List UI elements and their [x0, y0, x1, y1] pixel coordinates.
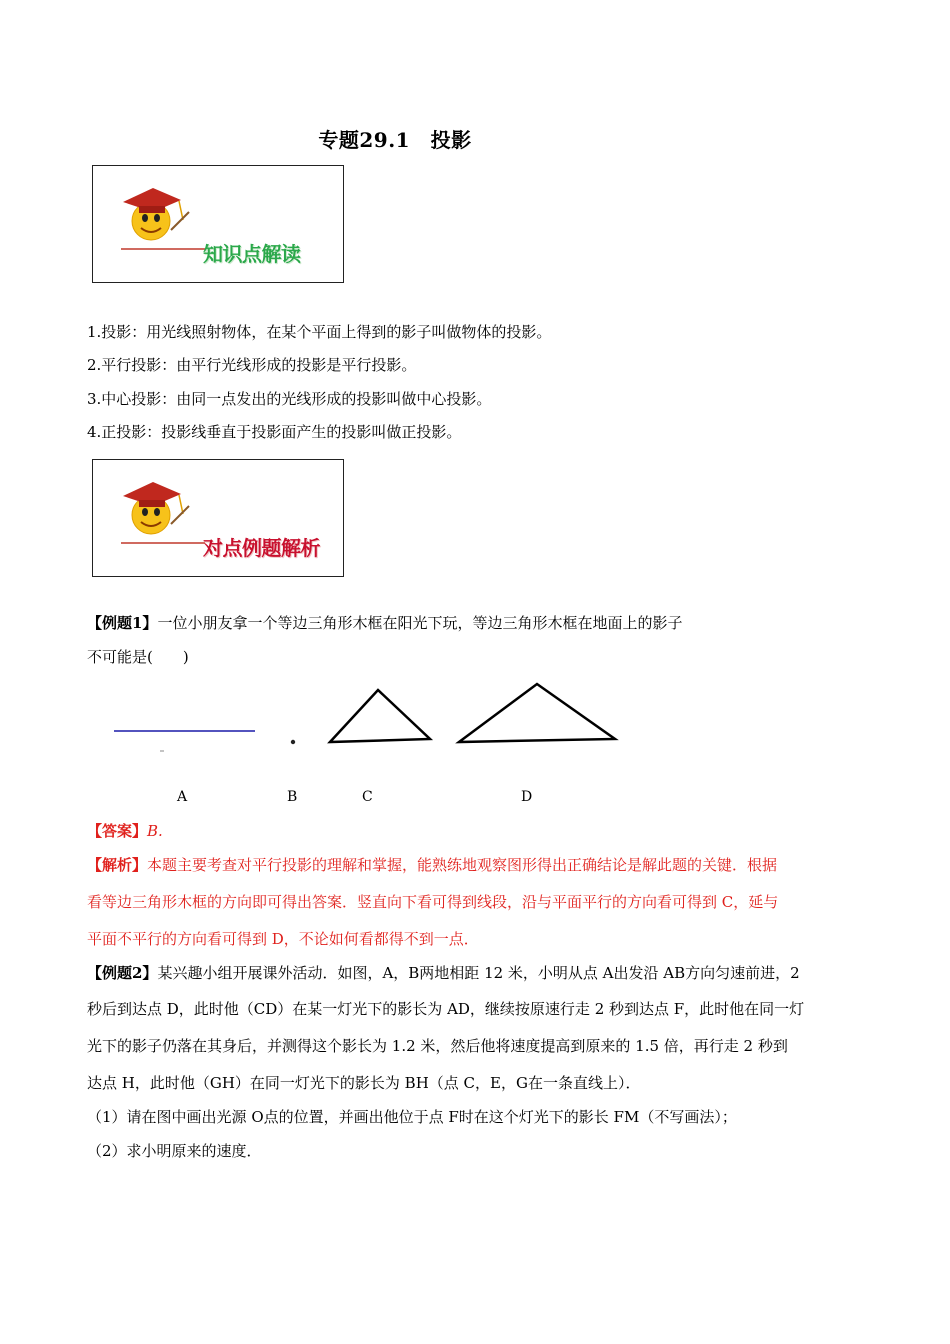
- knowledge-item-3: 3.中心投影：由同一点发出的光线形成的投影叫做中心投影。: [87, 390, 492, 408]
- analysis-tag: 【解析】: [87, 856, 148, 874]
- section-banner-knowledge: [92, 165, 344, 283]
- banner-examples-label: 对点例题解析: [203, 536, 320, 560]
- example2-line3: 光下的影子仍落在其身后，并测得这个影长为 1.2 米，然后他将速度提高到原来的 1.5 倍，再行走 2 秒到: [87, 1037, 788, 1055]
- example2-line1: [87, 963, 800, 983]
- option-b-label: B: [287, 789, 298, 805]
- analysis-line1: [87, 855, 777, 875]
- example2-line4: 达点 H，此时他（GH）在同一灯光下的影长为 BH（点 C，E，G在一条直线上）．: [87, 1074, 641, 1092]
- example2-question2: （2）求小明原来的速度．: [87, 1142, 262, 1160]
- knowledge-item-2: 2.平行投影：由平行光线形成的投影是平行投影。: [87, 356, 417, 374]
- page-title: 专题29.1 投影: [318, 128, 472, 152]
- example2-tag: 【例题2】: [87, 964, 158, 982]
- option-b-point: [291, 740, 295, 744]
- analysis-text-1: 本题主要考查对平行投影的理解和掌握，能熟练地观察图形得出正确结论是解此题的关键．根据: [147, 856, 778, 874]
- option-a-label: A: [177, 789, 188, 805]
- example1-figure: [100, 676, 630, 766]
- option-c-triangle: [330, 690, 430, 742]
- answer-value: B.: [147, 822, 163, 840]
- knowledge-item-1: 1.投影：用光线照射物体，在某个平面上得到的影子叫做物体的投影。: [87, 323, 552, 341]
- example1-text: 一位小朋友拿一个等边三角形木框在阳光下玩，等边三角形木框在地面上的影子: [157, 614, 683, 632]
- analysis-line2: 看等边三角形木框的方向即可得出答案．竖直向下看可得到线段，沿与平面平行的方向看可得到 C，延与: [87, 893, 779, 911]
- answer-tag: 【答案】: [87, 822, 148, 840]
- knowledge-item-4: 4.正投影：投影线垂直于投影面产生的投影叫做正投影。: [87, 423, 462, 441]
- option-d-triangle: [459, 684, 615, 742]
- example1-line1: [87, 613, 682, 633]
- example1-line2: 不可能是( ): [87, 648, 189, 666]
- section-banner-examples: [92, 459, 344, 577]
- example1-tag: 【例题1】: [87, 614, 158, 632]
- example2-question1: （1）请在图中画出光源 O点的位置，并画出他位于点 F时在这个灯光下的影长 FM（不写画法）；: [87, 1108, 737, 1126]
- example2-line2: 秒后到达点 D，此时他（CD）在某一灯光下的影长为 AD，继续按原速行走 2 秒到达点 F，此时他在同一灯: [87, 1000, 805, 1018]
- example2-text-1: 某兴趣小组开展课外活动．如图，A，B两地相距 12 米，小明从点 A出发沿 AB方向匀速前进，2: [157, 964, 800, 982]
- answer-line: [87, 821, 163, 841]
- option-c-label: C: [362, 789, 373, 805]
- banner-knowledge-label: 知识点解读: [203, 242, 301, 266]
- option-d-label: D: [521, 789, 533, 805]
- analysis-line3: 平面不平行的方向看可得到 D，不论如何看都得不到一点．: [87, 930, 479, 948]
